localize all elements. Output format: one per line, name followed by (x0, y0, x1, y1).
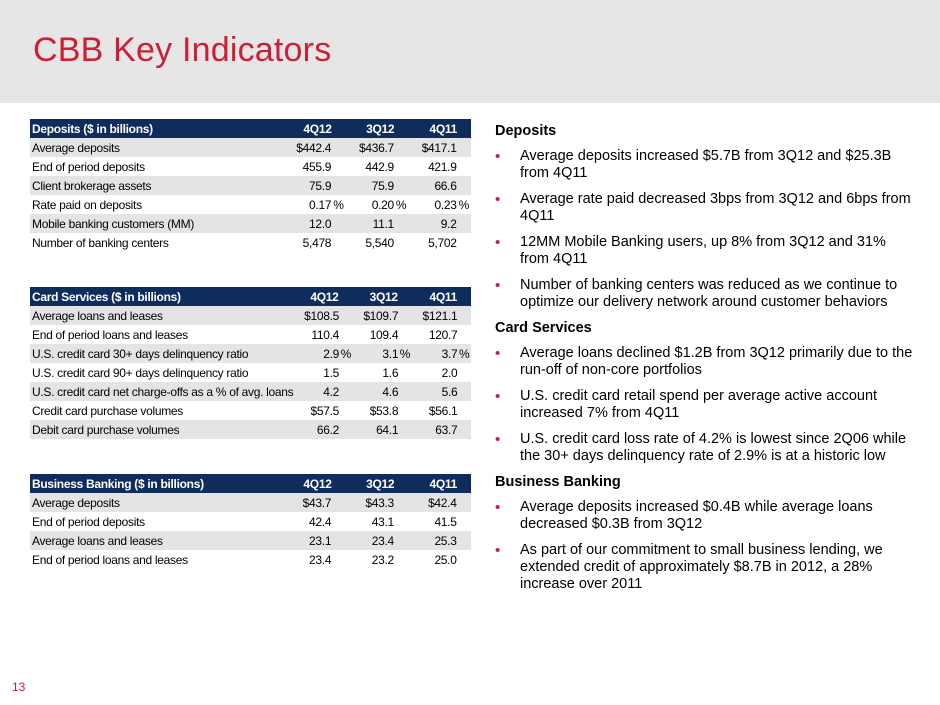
bullet-icon: • (495, 499, 501, 516)
unit-4q12: % (333, 197, 344, 212)
row-label: End of period loans and leases (32, 327, 188, 342)
bullet-icon: • (495, 431, 501, 448)
card-services-table-body (30, 306, 471, 439)
row-label: Rate paid on deposits (32, 197, 142, 212)
unit-4q11 (457, 138, 471, 157)
value-4q12: 23.1 (283, 531, 331, 550)
value-4q12: 4.2 (293, 382, 339, 401)
row-label: Client brokerage assets (30, 176, 283, 195)
value-4q12: $43.7 (283, 493, 331, 512)
table-row (30, 401, 471, 420)
value-4q12: 23.4 (309, 552, 332, 567)
commentary-section-business-banking (495, 474, 915, 593)
value-4q12: 75.9 (283, 176, 331, 195)
value-4q11: 66.6 (408, 176, 456, 195)
row-label: End of period deposits (32, 159, 145, 174)
table-row (30, 512, 471, 531)
table-row (30, 325, 471, 344)
value-3q12: 109.4 (369, 327, 399, 342)
column-header-4q12: 4Q12 (283, 119, 346, 138)
bullet-icon: • (495, 388, 501, 405)
page-title: CBB Key Indicators (33, 31, 332, 69)
value-4q11: 0.23 (434, 197, 457, 212)
bullet-text: Average rate paid decreased 3bps from 3Q12 and 6bps from 4Q11 (520, 191, 911, 224)
value-3q12: 64.1 (353, 420, 399, 439)
value-3q12: 75.9 (346, 176, 394, 195)
unit-4q12 (339, 325, 353, 344)
value-4q12: 110.4 (311, 327, 340, 342)
unit-4q12 (331, 157, 345, 176)
table-row (30, 195, 471, 214)
value-4q11: 25.0 (434, 552, 457, 567)
row-label: Average deposits (30, 493, 283, 512)
value-3q12: 23.2 (371, 552, 394, 567)
row-label: End of period loans and leases (32, 552, 188, 567)
bullet-text: 12MM Mobile Banking users, up 8% from 3Q12 and 31% from 4Q11 (520, 234, 886, 267)
table-header-row (30, 119, 471, 138)
row-label: U.S. credit card net charge-offs as a % of avg. loans (30, 382, 293, 401)
value-4q12: $108.5 (293, 306, 339, 325)
unit-3q12 (398, 306, 412, 325)
unit-3q12 (398, 420, 412, 439)
unit-4q12 (331, 493, 345, 512)
column-header-4q11: 4Q11 (408, 474, 471, 493)
bullet-icon: • (495, 277, 501, 294)
value-4q12: 5,478 (302, 235, 332, 250)
value-4q11: $417.1 (408, 138, 456, 157)
bullet-text: As part of our commitment to small business lending, we extended credit of approximately $8.7B in 2012, a 28% increase over 2011 (520, 542, 883, 592)
unit-4q12 (339, 401, 353, 420)
value-4q11: $56.1 (428, 403, 458, 418)
bullet-item (495, 431, 915, 465)
unit-4q11 (457, 233, 471, 252)
value-4q12: 1.5 (323, 365, 340, 380)
value-4q11: $42.4 (408, 493, 456, 512)
unit-3q12: % (398, 344, 412, 363)
column-header-4q12: 4Q12 (283, 474, 346, 493)
bullet-icon: • (495, 345, 501, 362)
column-header-3q12: 3Q12 (346, 119, 409, 138)
unit-3q12 (394, 214, 408, 233)
unit-3q12 (394, 233, 408, 252)
business-banking-table-body (30, 493, 471, 569)
value-4q11: 3.7 (412, 344, 458, 363)
row-label: Debit card purchase volumes (30, 420, 293, 439)
value-3q12: 442.9 (365, 159, 394, 174)
unit-3q12 (398, 325, 412, 344)
row-label: Average deposits (30, 138, 283, 157)
unit-3q12: % (395, 197, 407, 212)
table-header-row (30, 287, 471, 306)
unit-4q12 (331, 214, 345, 233)
value-4q12: $57.5 (310, 403, 340, 418)
unit-4q11 (457, 306, 471, 325)
column-header-4q12: 4Q12 (293, 287, 352, 306)
unit-4q11 (457, 401, 471, 420)
value-3q12: 11.1 (346, 214, 394, 233)
bullet-item (495, 191, 915, 225)
commentary-section-card-services (495, 320, 915, 465)
bullet-item (495, 499, 915, 533)
value-4q11: 120.7 (428, 327, 458, 342)
unit-4q11: % (458, 197, 469, 212)
bullet-text: Average loans declined $1.2B from 3Q12 primarily due to the run-off of non-core portfolios (520, 345, 913, 378)
bullet-text: U.S. credit card retail spend per average active account increased 7% from 4Q11 (520, 388, 878, 421)
table-row (30, 233, 471, 252)
unit-4q11 (457, 325, 471, 344)
value-4q11: 2.0 (441, 365, 458, 380)
value-3q12: 1.6 (382, 365, 399, 380)
unit-3q12 (394, 157, 408, 176)
unit-4q12 (331, 176, 345, 195)
unit-4q12 (331, 512, 345, 531)
value-4q12: 66.2 (293, 420, 339, 439)
unit-4q12 (331, 138, 345, 157)
row-label: Mobile banking customers (MM) (30, 214, 283, 233)
value-4q12: 2.9 (293, 344, 339, 363)
row-label: U.S. credit card 90+ days delinquency ratio (32, 365, 249, 380)
row-label: Number of banking centers (32, 235, 169, 250)
table-row (30, 344, 471, 363)
unit-4q11 (457, 382, 471, 401)
unit-4q11: % (457, 344, 471, 363)
unit-3q12 (394, 531, 408, 550)
unit-4q12: % (339, 344, 353, 363)
unit-4q12 (339, 382, 353, 401)
column-header-4q11: 4Q11 (412, 287, 471, 306)
table-row (30, 493, 471, 512)
unit-3q12 (398, 401, 412, 420)
commentary-panel (495, 123, 915, 602)
value-3q12: $436.7 (346, 138, 394, 157)
value-4q11: 421.9 (428, 159, 457, 174)
bullet-item (495, 345, 915, 379)
unit-4q12 (339, 306, 353, 325)
unit-3q12 (394, 138, 408, 157)
unit-4q12 (331, 550, 345, 569)
bullet-item (495, 277, 915, 311)
table-row (30, 306, 471, 325)
unit-4q11 (457, 550, 471, 569)
column-header-3q12: 3Q12 (346, 474, 409, 493)
value-4q11: 25.3 (408, 531, 456, 550)
unit-4q11 (457, 157, 471, 176)
unit-4q11 (457, 531, 471, 550)
unit-4q11 (457, 420, 471, 439)
bullet-text: Average deposits increased $5.7B from 3Q12 and $25.3B from 4Q11 (520, 148, 892, 181)
business-banking-table (30, 474, 471, 569)
value-4q12: $442.4 (283, 138, 331, 157)
table-header-title: Business Banking ($ in billions) (30, 474, 283, 493)
value-4q11: 9.2 (408, 214, 456, 233)
bullet-icon: • (495, 542, 501, 559)
unit-3q12 (398, 363, 412, 382)
header-band (0, 0, 940, 103)
bullet-text: U.S. credit card loss rate of 4.2% is lowest since 2Q06 while the 30+ days delinquency rate of 2.9% is at a historic low (520, 431, 907, 464)
unit-4q11 (457, 176, 471, 195)
deposits-table (30, 119, 471, 252)
unit-3q12 (398, 382, 412, 401)
column-header-3q12: 3Q12 (353, 287, 412, 306)
bullet-item (495, 148, 915, 182)
unit-3q12 (394, 493, 408, 512)
bullet-item (495, 542, 915, 593)
bullet-icon: • (495, 148, 501, 165)
value-4q12: 455.9 (302, 159, 332, 174)
row-label: Average loans and leases (30, 306, 293, 325)
value-3q12: $43.3 (346, 493, 394, 512)
unit-4q11 (457, 214, 471, 233)
table-row (30, 157, 471, 176)
bullet-item (495, 388, 915, 422)
deposits-table-body (30, 138, 471, 252)
unit-4q12 (331, 233, 345, 252)
table-row (30, 214, 471, 233)
unit-4q11 (457, 363, 471, 382)
value-4q11: 41.5 (434, 514, 457, 529)
table-row (30, 138, 471, 157)
table-row (30, 550, 471, 569)
value-3q12: 3.1 (353, 344, 399, 363)
value-3q12: 23.4 (346, 531, 394, 550)
unit-4q12 (339, 420, 353, 439)
page-number: 13 (12, 680, 26, 694)
value-4q11: $121.1 (412, 306, 458, 325)
value-4q11: 63.7 (412, 420, 458, 439)
unit-4q12 (339, 363, 353, 382)
table-row (30, 382, 471, 401)
bullet-item (495, 234, 915, 268)
value-3q12: 0.20 (371, 197, 394, 212)
value-4q11: 5.6 (412, 382, 458, 401)
value-4q11: 5,702 (428, 235, 457, 250)
unit-3q12 (394, 512, 408, 531)
value-3q12: 43.1 (371, 514, 394, 529)
section-heading: Card Services (495, 320, 592, 336)
value-4q12: 0.17 (309, 197, 332, 212)
value-3q12: $53.8 (369, 403, 399, 418)
unit-4q12 (331, 531, 345, 550)
table-row (30, 420, 471, 439)
table-row (30, 363, 471, 382)
row-label: Average loans and leases (30, 531, 283, 550)
value-3q12: 4.6 (353, 382, 399, 401)
unit-3q12 (394, 550, 408, 569)
value-4q12: 12.0 (283, 214, 331, 233)
table-header-title: Card Services ($ in billions) (30, 287, 293, 306)
value-3q12: 5,540 (365, 235, 394, 250)
value-4q12: 42.4 (309, 514, 332, 529)
unit-3q12 (394, 176, 408, 195)
column-header-4q11: 4Q11 (408, 119, 471, 138)
table-row (30, 531, 471, 550)
bullet-text: Average deposits increased $0.4B while average loans decreased $0.3B from 3Q12 (520, 499, 873, 532)
card-services-table (30, 287, 471, 439)
unit-4q11 (457, 493, 471, 512)
row-label: Credit card purchase volumes (32, 403, 184, 418)
unit-4q11 (457, 512, 471, 531)
row-label: U.S. credit card 30+ days delinquency ratio (30, 344, 293, 363)
section-heading: Deposits (495, 123, 557, 139)
bullet-icon: • (495, 234, 501, 251)
table-row (30, 176, 471, 195)
table-header-title: Deposits ($ in billions) (30, 119, 283, 138)
commentary-section-deposits (495, 123, 915, 311)
bullet-icon: • (495, 191, 501, 208)
bullet-text: Number of banking centers was reduced as we continue to optimize our delivery network around customer behaviors (520, 277, 898, 310)
value-3q12: $109.7 (353, 306, 399, 325)
table-header-row (30, 474, 471, 493)
row-label: End of period deposits (32, 514, 145, 529)
section-heading: Business Banking (495, 474, 621, 490)
